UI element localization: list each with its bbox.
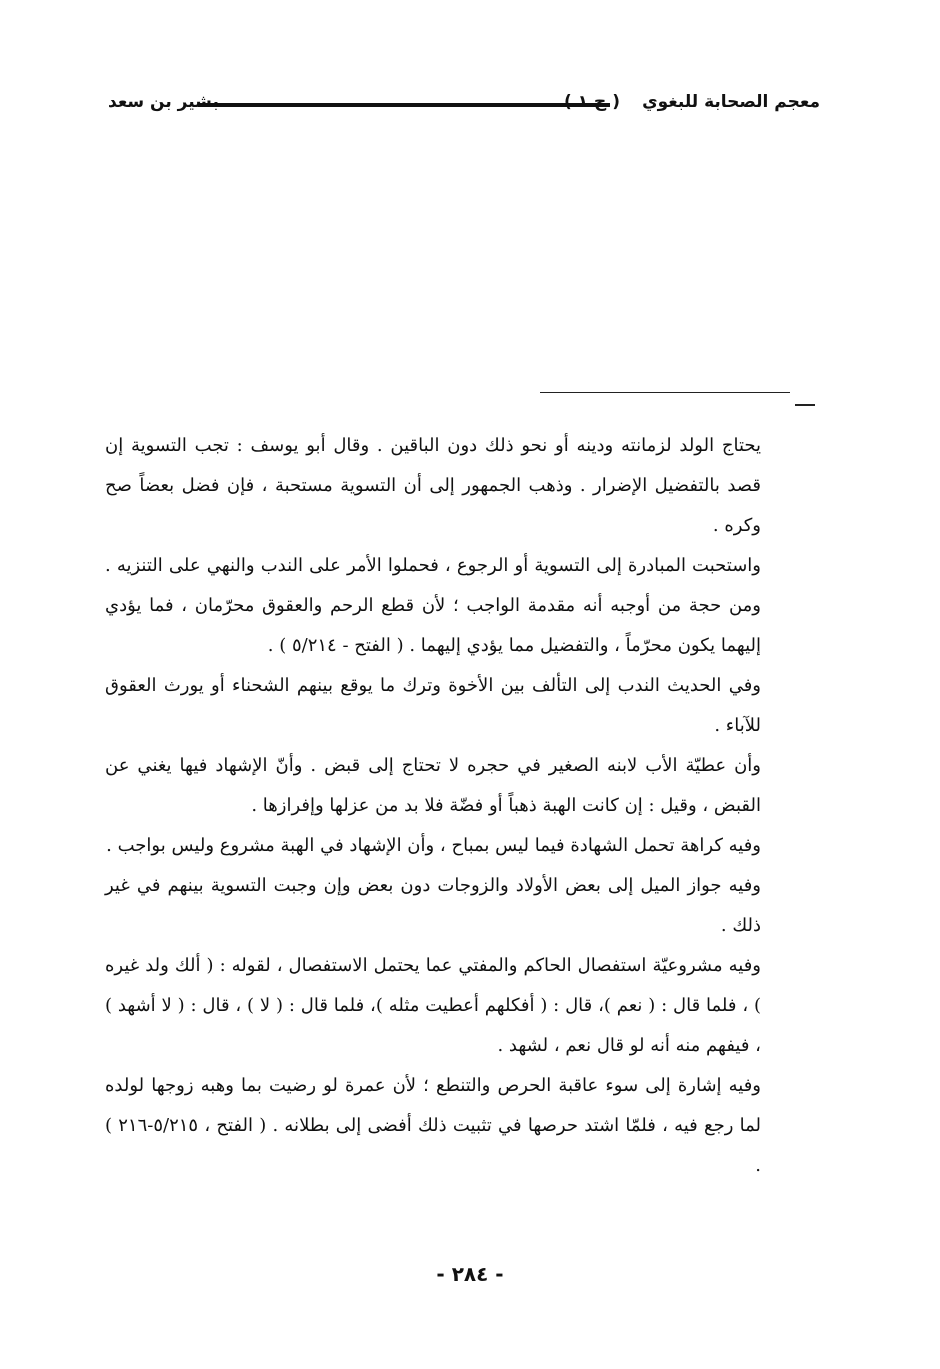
volume-label: ( ج ١ ) bbox=[564, 92, 620, 112]
paragraph: واستحبت المبادرة إلى التسوية أو الرجوع ، فحملوا الأمر على الندب والنهي على التنزيه . ومن حجة من أوجبه أنه مقدمة الواجب ؛ لأن قطع الرحم والعقوق محرّمان ، فما يؤدي إليهما يكون محرّماً ، والتفضيل مما يؤدي إليهما . ( الفتح - ٥/٢١٤ ) . bbox=[105, 555, 761, 656]
paragraph: وفيه كراهة تحمل الشهادة فيما ليس بمباح ، وأن الإشهاد في الهبة مشروع وليس بواجب . bbox=[106, 835, 761, 856]
paragraph: وفي الحديث الندب إلى التألف بين الأخوة وترك ما يوقع بينهم الشحناء أو يورث العقوق للآباء . bbox=[105, 675, 761, 736]
paragraph: وأن عطيّة الأب لابنه الصغير في حجره لا تحتاج إلى قبض . وأنّ الإشهاد فيها يغني عن القبض ، وقيل : إن كانت الهبة ذهباً أو فضّة فلا بد من عزلها وإفرازها . bbox=[105, 755, 761, 816]
body-text bbox=[105, 426, 761, 1186]
footnote-separator bbox=[540, 392, 790, 393]
page-number: - ٢٨٤ - bbox=[436, 1262, 504, 1286]
paragraph: وفيه مشروعيّة استفصال الحاكم والمفتي عما يحتمل الاستفصال ، لقوله : ( ألك ولد غيره ) ، فلما قال : ( نعم )، قال : ( أفكلهم أعطيت مثله )، فلما قال : ( لا ) ، قال : ( لا أشهد ) ، فيفهم منه أنه لو قال نعم ، لشهد . bbox=[105, 955, 761, 1056]
header-rule bbox=[198, 103, 610, 107]
paragraph: وفيه إشارة إلى سوء عاقبة الحرص والتنطع ؛ لأن عمرة لو رضيت بما وهبه زوجها لولده لما رجع فيه ، فلمّا اشتد حرصها في تثبيت ذلك أفضى إلى بطلانه . ( الفتح ، ٥/٢١٥-٢١٦ ) . bbox=[105, 1075, 761, 1176]
companion-name: بشير بن سعد bbox=[108, 92, 219, 112]
paragraph: وفيه جواز الميل إلى بعض الأولاد والزوجات دون بعض وإن وجبت التسوية بينهم في غير ذلك . bbox=[105, 875, 761, 936]
separator-dash bbox=[795, 404, 815, 406]
book-title: معجم الصحابة للبغوي bbox=[642, 92, 820, 112]
running-header bbox=[108, 92, 820, 122]
paragraph: يحتاج الولد لزمانته ودينه أو نحو ذلك دون الباقين . وقال أبو يوسف : تجب التسوية إن قصد بالتفضيل الإضرار . وذهب الجمهور إلى أن التسوية مستحبة ، فإن فضل بعضاً صح وكره . bbox=[105, 435, 761, 536]
